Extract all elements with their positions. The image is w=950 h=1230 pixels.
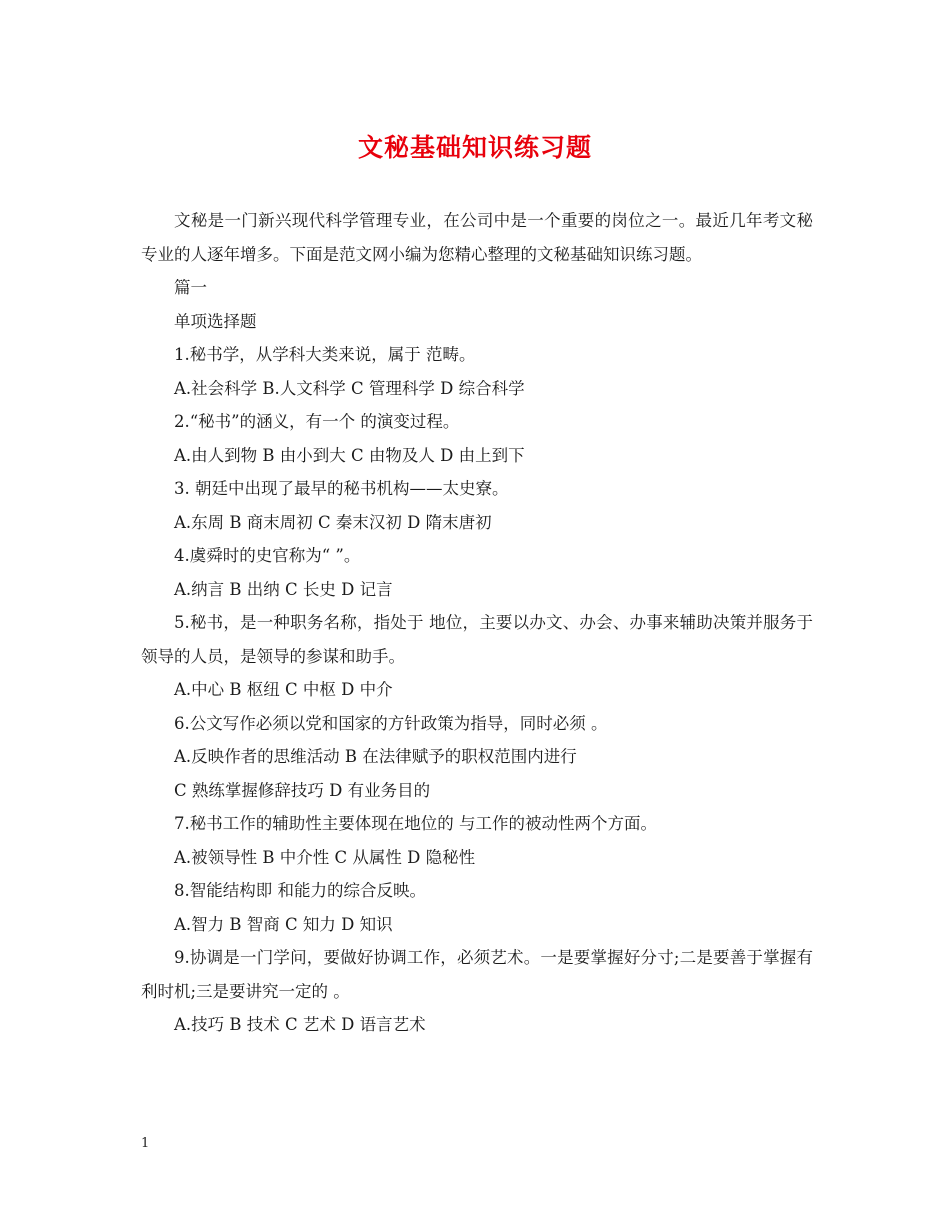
options-1: A.社会科学 B.人文科学 C 管理科学 D 综合科学 — [174, 378, 525, 398]
paragraph-intro: 文秘是一门新兴现代科学管理专业，在公司中是一个重要的岗位之一。最近几年考文秘专业的人逐年增多。下面是范文网小编为您精心整理的文秘基础知识练习题。 — [141, 211, 813, 264]
options-7: A.被领导性 B 中介性 C 从属性 D 隐秘性 — [174, 847, 476, 867]
options-4: A.纳言 B 出纳 C 长史 D 记言 — [174, 579, 393, 599]
question-3: 3. 朝廷中出现了最早的秘书机构——太史寮。 — [174, 479, 509, 498]
options-3: A.东周 B 商末周初 C 秦末汉初 D 隋末唐初 — [174, 512, 492, 532]
document-title: 文秘基础知识练习题 — [357, 133, 592, 162]
options-8: A.智力 B 智商 C 知力 D 知识 — [174, 914, 393, 934]
question-5: 5.秘书，是一种职务名称，指处于 地位，主要以办文、办会、办事来辅助决策并服务于领导的人员，是领导的参谋和助手。 — [141, 613, 813, 666]
options-9: A.技巧 B 技术 C 艺术 D 语言艺术 — [174, 1015, 426, 1034]
options-5: A.中心 B 枢纽 C 中枢 D 中介 — [174, 680, 393, 699]
options-2: A.由人到物 B 由小到大 C 由物及人 D 由上到下 — [174, 445, 525, 465]
section-heading: 篇一 — [174, 278, 207, 297]
document-body — [141, 204, 813, 1042]
question-8: 8.智能结构即 和能力的综合反映。 — [174, 881, 426, 900]
question-2: 2.“秘书”的涵义，有一个 的演变过程。 — [174, 412, 460, 431]
question-type-heading: 单项选择题 — [174, 311, 257, 331]
options-6-line-2: C 熟练掌握修辞技巧 D 有业务目的 — [174, 780, 431, 800]
question-7: 7.秘书工作的辅助性主要体现在地位的 与工作的被动性两个方面。 — [174, 814, 657, 833]
options-6-line-1: A.反映作者的思维活动 B 在法律赋予的职权范围内进行 — [174, 747, 577, 766]
question-6: 6.公文写作必须以党和国家的方针政策为指导，同时必须 。 — [174, 713, 608, 733]
question-4: 4.虞舜时的史官称为“ ”。 — [174, 546, 361, 565]
page-number: 1 — [141, 1136, 150, 1151]
question-9: 9.协调是一门学问，要做好协调工作，必须艺术。一是要掌握好分寸;二是要善于掌握有利时机;三是要讲究一定的 。 — [141, 948, 813, 1001]
question-1: 1.秘书学，从学科大类来说，属于 范畴。 — [174, 345, 476, 364]
